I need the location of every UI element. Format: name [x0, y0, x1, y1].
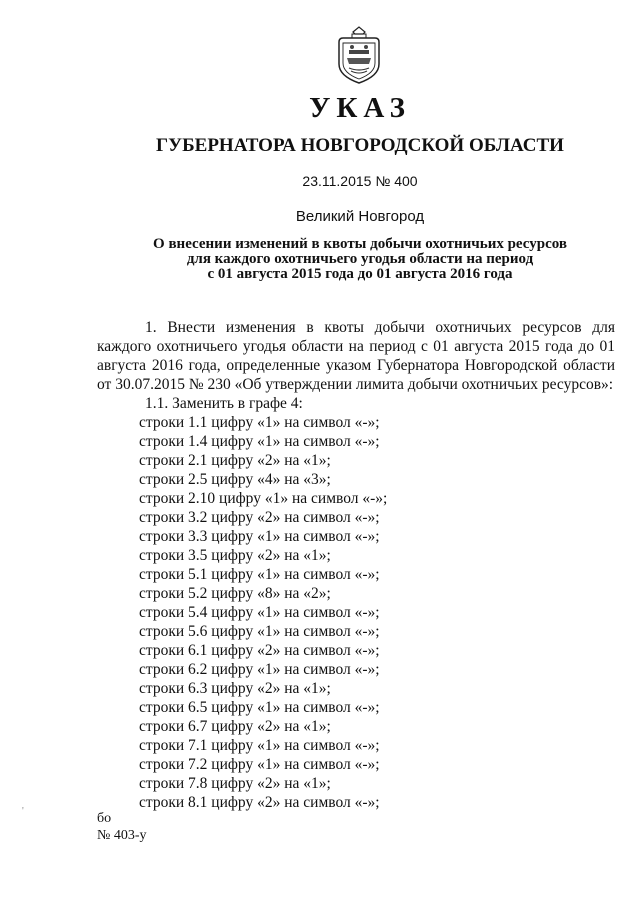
list-item: строки 3.2 цифру «2» на символ «-»;	[139, 509, 380, 526]
list-item: строки 1.4 цифру «1» на символ «-»;	[139, 433, 380, 450]
list-item: строки 8.1 цифру «2» на символ «-»;	[139, 794, 380, 811]
list-item: строки 6.7 цифру «2» на «1»;	[139, 718, 331, 735]
item-list	[97, 413, 615, 812]
heading-line: для каждого охотничьего угодья области на период	[186, 251, 534, 267]
list-item: строки 5.1 цифру «1» на символ «-»;	[139, 566, 380, 583]
footer	[97, 810, 147, 844]
document-body	[97, 318, 615, 812]
document-title: УКАЗ	[309, 92, 411, 124]
footer-doc-number: № 403-у	[97, 828, 147, 843]
footer-initials: бо	[97, 811, 112, 826]
list-item: строки 5.2 цифру «8» на «2»;	[139, 585, 331, 602]
list-item: строки 5.6 цифру «1» на символ «-»;	[139, 623, 380, 640]
list-item: строки 3.3 цифру «1» на символ «-»;	[139, 528, 380, 545]
date-number: 23.11.2015 № 400	[302, 173, 418, 189]
margin-mark: '	[22, 806, 24, 817]
list-item: строки 2.5 цифру «4» на «3»;	[139, 471, 331, 488]
paragraph-1: 1. Внести изменения в квоты добычи охотничьих ресурсов для каждого охотничьего угодья области на период с 01 августа 2015 года до 01 августа 2016 года, определенные указом Губернатора Новгородской области от 30.07.2015 № 230 «Об утверждении лимита добычи охотничьих ресурсов»:	[97, 319, 615, 393]
heading-line: О внесении изменений в квоты добычи охотничьих ресурсов	[153, 236, 567, 252]
decree-heading	[40, 237, 640, 282]
list-item: строки 7.2 цифру «1» на символ «-»;	[139, 756, 380, 773]
list-item: строки 3.5 цифру «2» на «1»;	[139, 547, 331, 564]
list-item: строки 2.10 цифру «1» на символ «-»;	[139, 490, 388, 507]
list-item: строки 6.2 цифру «1» на символ «-»;	[139, 661, 380, 678]
heading-line: с 01 августа 2015 года до 01 августа 2016 года	[207, 266, 513, 282]
subpoint: 1.1. Заменить в графе 4:	[145, 395, 303, 412]
document-subtitle: ГУБЕРНАТОРА НОВГОРОДСКОЙ ОБЛАСТИ	[156, 135, 564, 156]
list-item: строки 5.4 цифру «1» на символ «-»;	[139, 604, 380, 621]
list-item: строки 6.1 цифру «2» на символ «-»;	[139, 642, 380, 659]
coat-of-arms-icon	[335, 26, 383, 84]
list-item: строки 2.1 цифру «2» на «1»;	[139, 452, 331, 469]
list-item: строки 7.8 цифру «2» на «1»;	[139, 775, 331, 792]
list-item: строки 6.5 цифру «1» на символ «-»;	[139, 699, 380, 716]
list-item: строки 7.1 цифру «1» на символ «-»;	[139, 737, 380, 754]
city: Великий Новгород	[295, 208, 425, 225]
list-item: строки 6.3 цифру «2» на «1»;	[139, 680, 331, 697]
list-item: строки 1.1 цифру «1» на символ «-»;	[139, 414, 380, 431]
